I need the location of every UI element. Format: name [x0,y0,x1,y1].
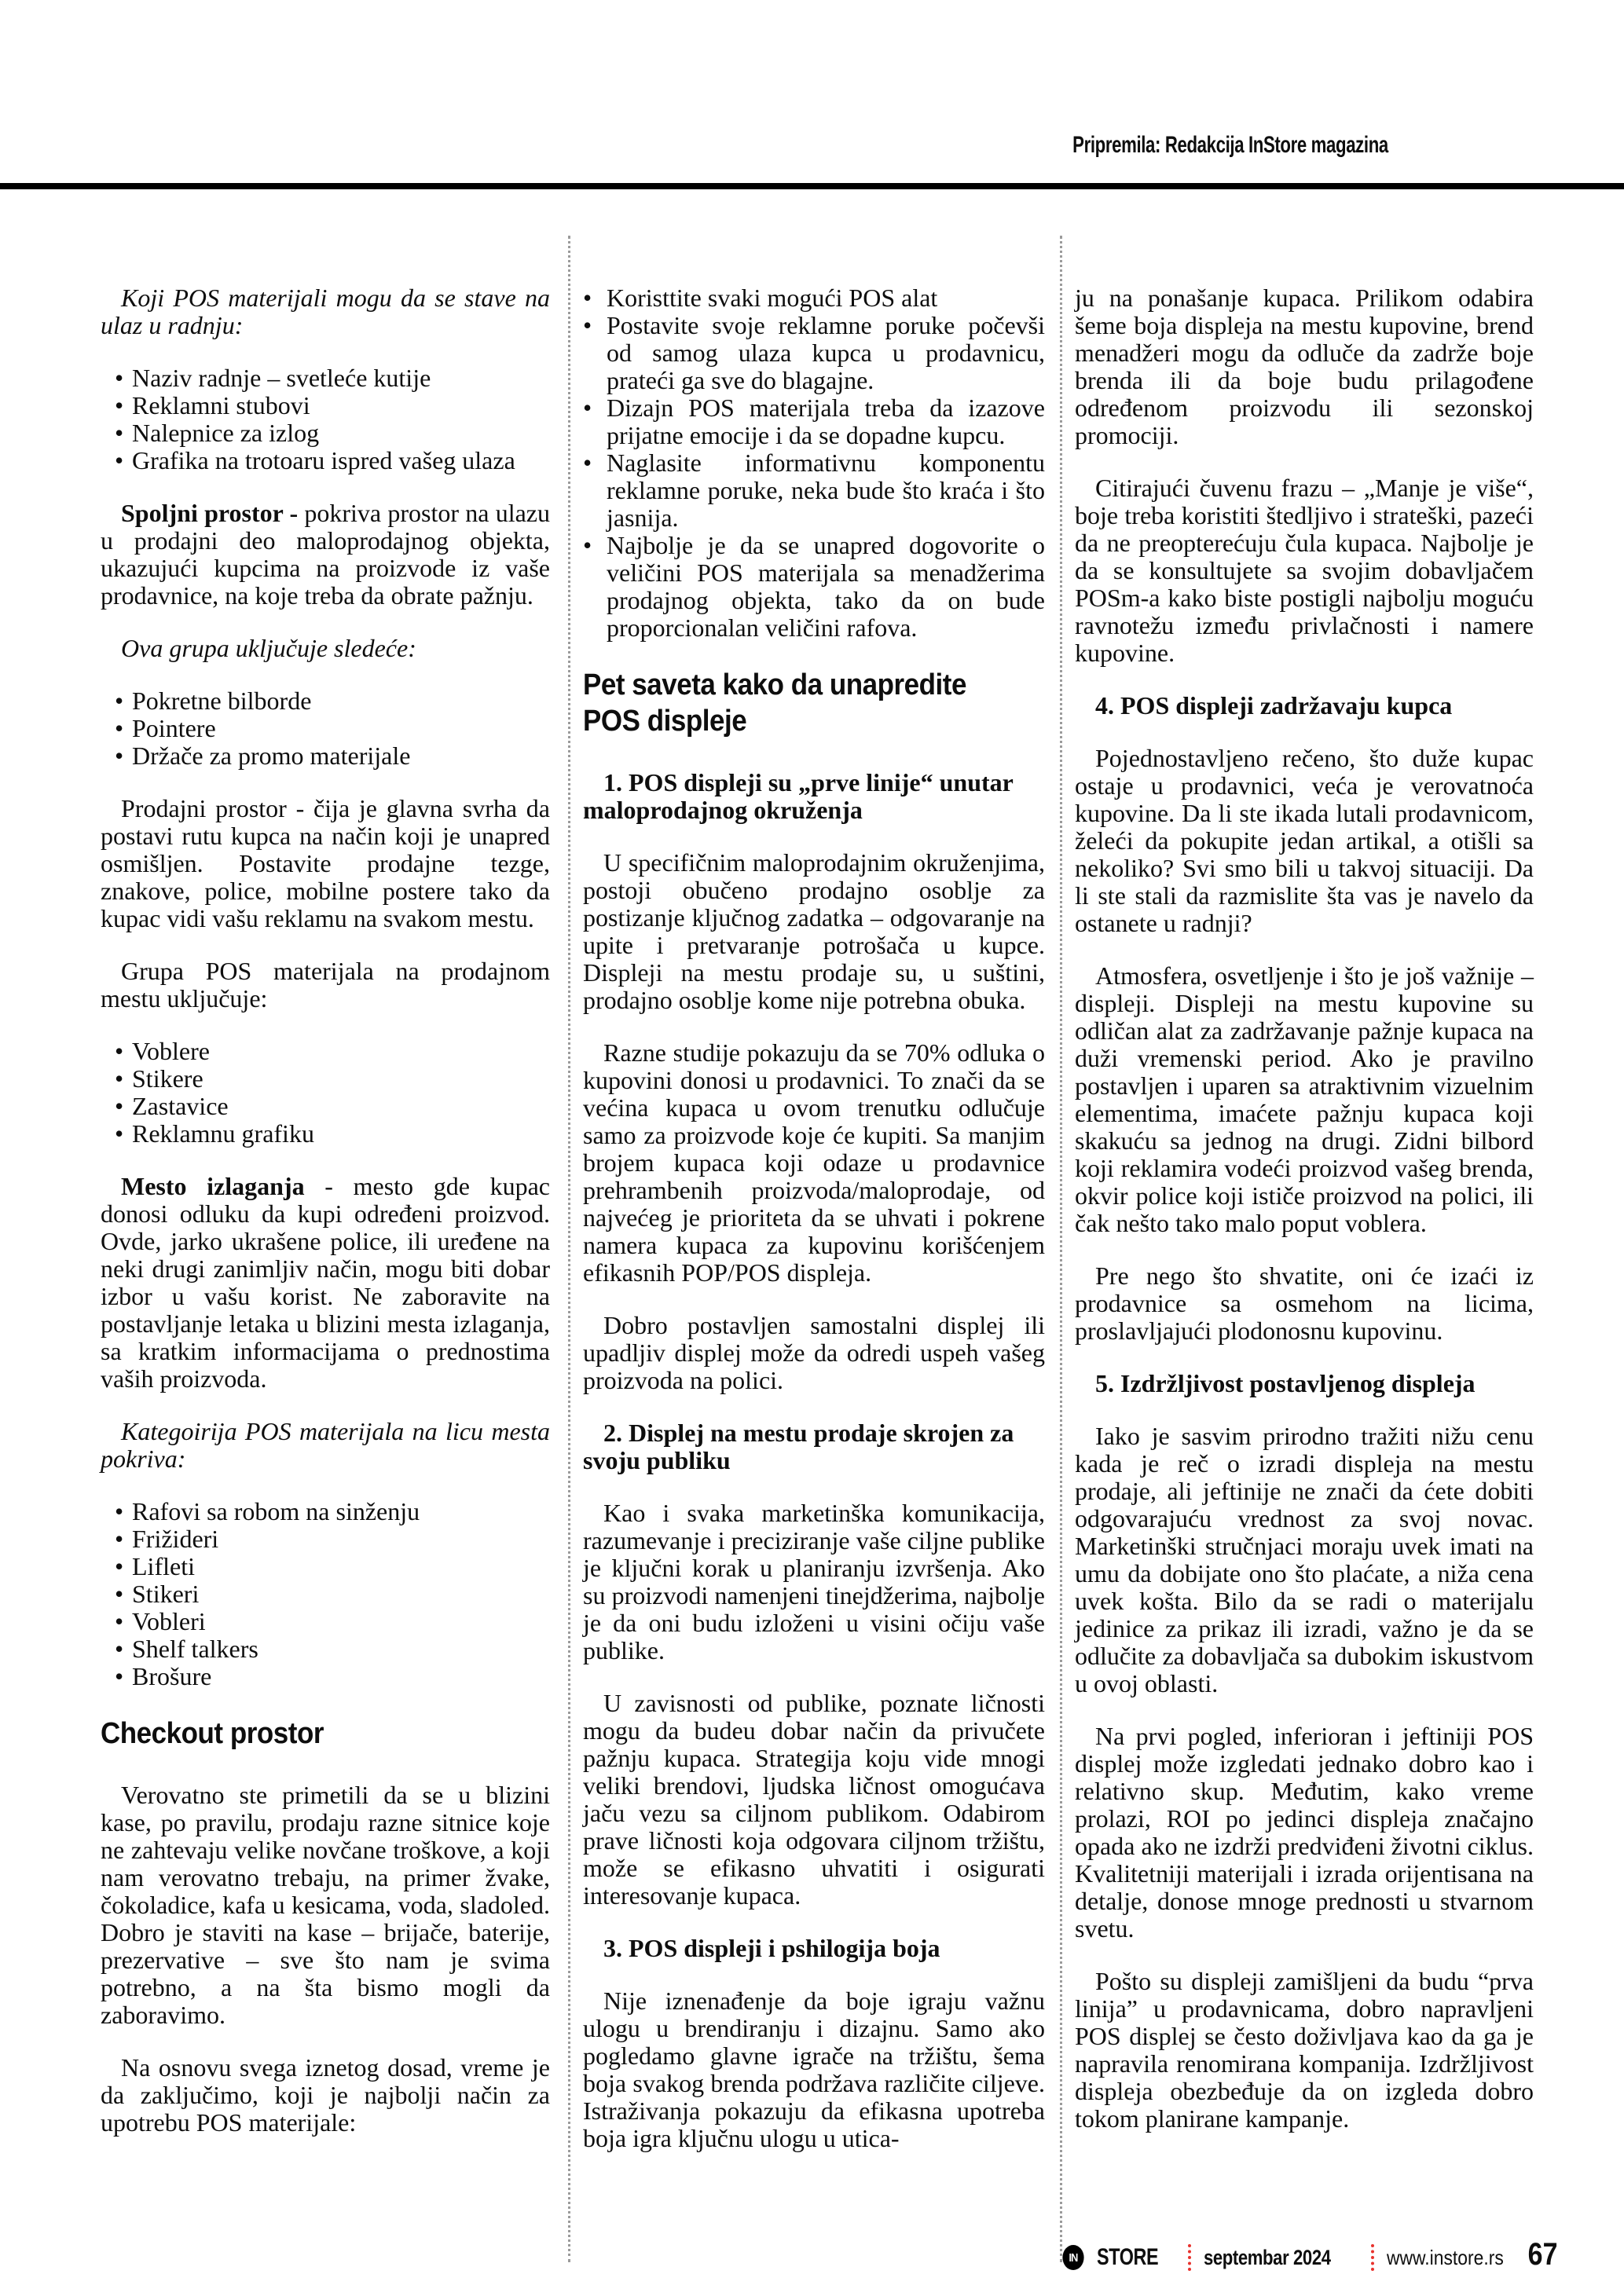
list-item: • Shelf talkers [101,1635,550,1663]
header-credit: Pripremila: Redakcija InStore magazina [1072,132,1388,158]
bullet-list [101,1498,550,1690]
paragraph: Kao i svaka marketinška komunikacija, razumevanje i preciziranje vaše ciljne publike je ključni korak u planiranju izvršenja. Ako su proizvodi namenjeni tinejdžerima, najbolje je da oni budu izloženi u visini očiju vaše publike. [583,1499,1045,1664]
list-item: • Naglasite informativnu komponentu reklamne poruke, neka bude što kraća i što jasnija. [583,449,1045,532]
bullet-list [101,364,550,474]
paragraph: U specifičnim maloprodajnim okruženjima, postoji obučeno prodajno osoblje za postizanje ključnog zadatka – odgovaranje na upite i pretvaranje potrošača u kupce. Displeji na mestu prodaje su, u suštini, prodajno osoblje kome nije potrebna obuka. [583,848,1045,1014]
bullet-list [101,1038,550,1148]
bullet-list [101,687,550,770]
paragraph: Kategoirija POS materijala na licu mesta pokriva: [101,1417,550,1473]
paragraph: Grupa POS materijala na prodajnom mestu uključuje: [101,957,550,1013]
logo-text: IN [1069,2250,1078,2265]
column-2 [583,284,1045,2177]
paragraph: Nije iznenađenje da boje igraju važnu ulogu u brendiranju i dizajnu. Samo ako pogledamo glavne igrače na tržištu, šema boja svakog brenda podržava različite ciljeve. Istraživanja pokazuju da efikasna upotreba boja igra ključnu ulogu u utica- [583,1987,1045,2152]
paragraph [101,500,550,610]
paragraph: Pošto su displeji zamišljeni da budu “prva linija” u prodavnicama, dobro napravljeni POS displej se često doživljava kao da ga je napravila renomirana kompanija. Izdržljivost displeja obezbeđuje da on izgleda dobro tokom planirane kampanje. [1075,1967,1534,2133]
column-separator [1060,236,1062,2262]
list-item: • Lifleti [101,1553,550,1580]
paragraph: Ova grupa uključuje sledeće: [121,634,416,662]
paragraph: Dobro postavljen samostalni displej ili upadljiv displej može da odredi uspeh vašeg proizvoda na polici. [583,1311,1045,1394]
paragraph-text: - mesto gde kupac donosi odluku da kupi određeni proizvod. Ovde, jarko ukrašene police, ili uređene na neki drugi zanimljiv način, mogu biti dobar izbor u vašu korist. Ne zaboravite na postavljanje letaka u blizini mesta izlaganja, sa kratkim informacijama o prednostima vaših proizvoda. [101,1172,551,1393]
footer-separator [1371,2244,1374,2271]
subheading-3: 3. POS displeji i pshilogija boja [603,1934,940,1962]
footer-issue-date: septembar 2024 [1204,2245,1331,2269]
list-item: • Stikeri [101,1580,550,1608]
list-item: • Voblere [101,1038,550,1065]
column-1 [101,284,550,2162]
list-item: • Rafovi sa robom na sinženju [101,1498,550,1525]
paragraph: Iako je sasvim prirodno tražiti nižu cenu kada je reč o izradi displeja na mestu prodaje, ali jeftinije ne znači da ćete dobiti odgovarajuću vrednost za svoj novac. Marketinški stručnjaci moraju uvek imati na umu da dobijate ono što plaćate, a niža cena uvek košta. Bilo da se radi o materijalu jedinice za prikaz ili izradi, važno je da se odlučite za dobavljača sa dubokim iskustvom u ovoj oblasti. [1075,1422,1534,1697]
list-item: • Najbolje je da se unapred dogovorite o veličini POS materijala sa menadžerima prodajnog objekta, tako da on bude proporcionalan veličini rafova. [583,532,1045,642]
list-item: • Reklamnu grafiku [101,1120,550,1148]
list-item: • Pokretne bilborde [101,687,550,715]
list-item: • Postavite svoje reklamne poruke počevši od samog ulaza kupca u prodavnicu, prateći ga sve do blagajne. [583,312,1045,394]
bullet-list [583,284,1045,642]
footer-website-url: www.instore.rs [1387,2245,1505,2269]
subheading-5: 5. Izdržljivost postavljenog displeja [1095,1369,1476,1397]
subheading-2: 2. Displej na mestu prodaje skrojen za svoju publiku [583,1419,1014,1474]
paragraph: Pojednostavljeno rečeno, što duže kupac ostaje u prodavnici, veća je verovatnoća kupovine. Da li ste ikada lutali prodavnicom, želeći da pokupite jedan artikal, a otišli sa nekoliko? Svi smo bili u takvoj situaciji. Da li ste stali da razmislite šta vas je navelo da ostanete u radnji? [1075,744,1534,937]
list-item: • Grafika na trotoaru ispred vašeg ulaza [101,447,550,474]
list-item: • Vobleri [101,1608,550,1635]
paragraph: Razne studije pokazuju da se 70% odluka o kupovini donosi u prodavnici. To znači da se većina kupaca u ovom trenutku odlučuje samo za proizvode koje će kupiti. Sa manjim brojem kupaca koji odaze u prodavnice prehrambenih proizvoda/maloprodaje, od najvećeg je prioriteta da se uhvati i pokrene namera kupaca za kupovinu korišćenjem efikasnih POP/POS displeja. [583,1038,1045,1287]
list-item: • Dizajn POS materijala treba da izazove prijatne emocije i da se dopadne kupcu. [583,394,1045,449]
paragraph: Verovatno ste primetili da se u blizini kase, po pravilu, prodaju razne sitnice koje ne zahtevaju velike novčane troškove, a koji nam verovatno trebaju, na primer žvake, čokoladice, kafa u kesicama, voda, sladoled. Dobro je staviti na kase – brijače, baterije, prezervative – sve što nam je svima potrebno, a na šta bismo mogli da zaboravimo. [101,1781,550,2029]
page-number: 67 [1527,2237,1557,2272]
list-item: • Reklamni stubovi [101,392,550,419]
paragraph-lead: Spoljni prostor - [121,499,299,527]
subheading-1: 1. POS displeji su „prve linije“ unutar maloprodajnog okruženja [583,768,1014,824]
list-item: • Brošure [101,1663,550,1690]
column-3 [1075,284,1534,2158]
list-item: • Koristtite svaki mogući POS alat [583,284,1045,312]
paragraph: Koji POS materijali mogu da se stave na ulaz u radnju: [101,284,550,339]
subheading-4: 4. POS displeji zadržavaju kupca [1095,691,1453,720]
list-item: • Naziv radnje – svetleće kutije [101,364,550,392]
paragraph: ju na ponašanje kupaca. Prilikom odabira šeme boja displeja na mestu kupovine, brend menadžeri mogu da odluče da zadrže boje brenda ili da boje budu prilagođene određenom proizvodu ili sezonskoj promociji. [1075,284,1534,449]
instore-logo-icon [1062,2245,1083,2270]
paragraph: Na osnovu svega iznetog dosad, vreme je da zaključimo, koji je najbolji način za upotrebu POS materijale: [101,2053,550,2137]
list-item: • Frižideri [101,1525,550,1553]
footer-brand: STORE [1097,2244,1159,2270]
paragraph: Pre nego što shvatite, oni će izaći iz prodavnice sa osmehom na licima, proslavljajući plodonosnu kupovinu. [1075,1262,1534,1345]
paragraph-lead: Mesto izlaganja [121,1172,305,1200]
column-separator [568,236,570,2262]
list-item: • Nalepnice za izlog [101,419,550,447]
list-item: • Zastavice [101,1093,550,1120]
section-heading-pet-saveta: Pet saveta kako da unapredite POS displeje [583,668,966,738]
paragraph: Atmosfera, osvetljenje i što je još važnije – displeji. Displeji na mestu kupovine su odličan alat za zadržavanje pažnje kupaca na duži vremenski period. Ako je pravilno postavljen i uparen sa atraktivnim vizuelnim elementima, imaćete pažnju kupaca koji skakuću sa jednog na drugi. Zidni bilbord koji reklamira vodeći proizvod vašeg brenda, okvir police koji ističe proizvod na polici, ili čak nešto tako malo poput voblera. [1075,961,1534,1237]
paragraph: U zavisnosti od publike, poznate ličnosti mogu da budeu dobar način da privučete pažnju kupaca. Strategija koju vide mnogi veliki brendovi, ljudska ličnost omogućava jaču vezu sa ciljnom publikom. Odabirom prave ličnosti koja odgovara ciljnom tržištu, može se efikasno uhvatiti i osigurati interesovanje kupaca. [583,1689,1045,1910]
list-item: • Pointere [101,715,550,742]
paragraph: Citirajući čuvenu frazu – „Manje je više“, boje treba koristiti štedljivo i strateški, pazeći da ne preopterećuju čula kupaca. Najbolje je da se konsultujete sa svojim dobavljačem POSm-a kako biste postigli najbolju moguću ravnotežu između privlačnosti i namere kupovine. [1075,474,1534,667]
paragraph-text: pokriva prostor na ulazu u prodajni deo maloprodajnog objekta, ukazujući kupcima na proizvode iz vaše prodavnice, na koje treba da obrate pažnju. [101,499,550,610]
footer-separator [1188,2244,1191,2271]
section-heading-checkout: Checkout prostor [101,1717,324,1750]
header-rule [0,183,1624,189]
list-item: • Držače za promo materijale [101,742,550,770]
list-item: • Stikere [101,1065,550,1093]
paragraph: Prodajni prostor - čija je glavna svrha da postavi rutu kupca na način koji je unapred osmišljen. Postavite prodajne tezge, znakove, police, mobilne postere tako da kupac vidi vašu reklamu na svakom mestu. [101,794,550,932]
paragraph: Na prvi pogled, inferioran i jeftiniji POS displej može izgledati jednako dobro kao i relativno skup. Međutim, kako vreme prolazi, ROI po jedinci displeja značajno opada ako ne izdrži predviđeni životni ciklus. Kvalitetniji materijali i izrada orijentisana na detalje, donose mnoge prednosti u stvarnom svetu. [1075,1722,1534,1943]
paragraph [101,1173,550,1393]
footer [1061,2240,1520,2275]
